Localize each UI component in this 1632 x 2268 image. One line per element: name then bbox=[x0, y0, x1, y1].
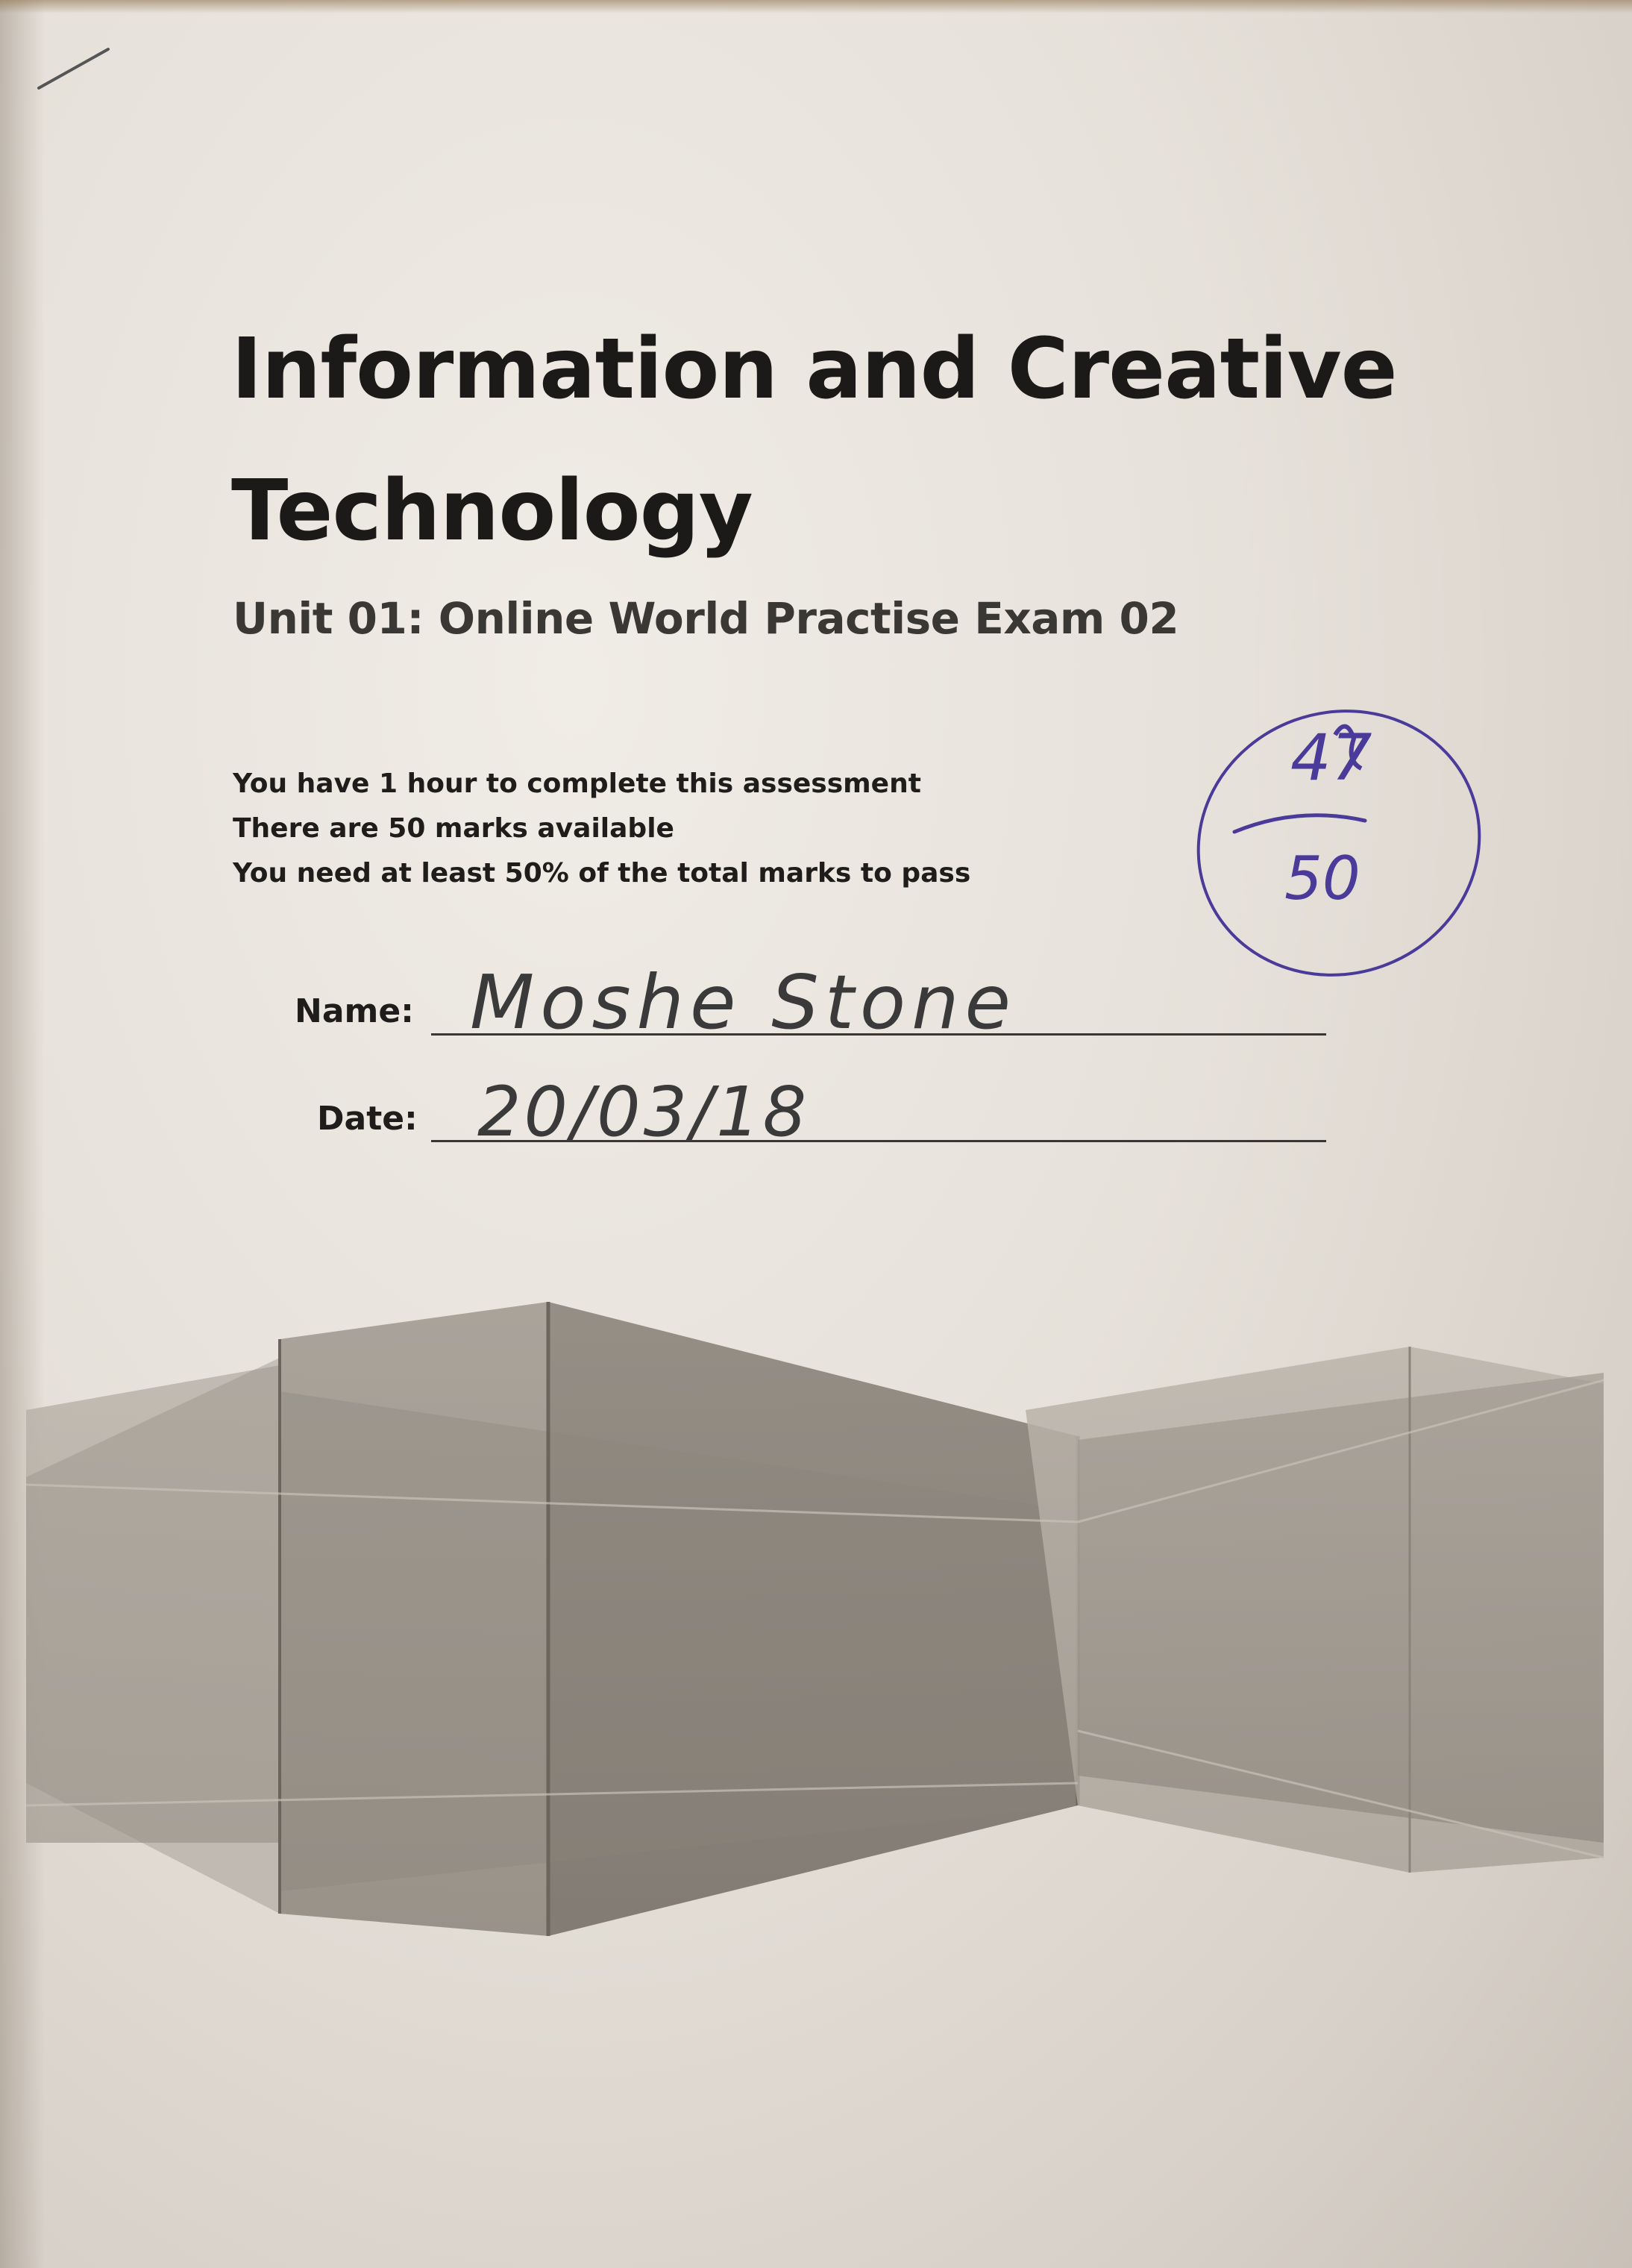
title-line-2: Technology bbox=[231, 463, 753, 560]
instruction-marks: There are 50 marks available bbox=[233, 813, 674, 844]
corner-pen-tick bbox=[39, 49, 108, 88]
name-handwritten: Moshe Stone bbox=[470, 959, 1017, 1046]
grade-total: 50 bbox=[1284, 844, 1360, 913]
unit-subtitle: Unit 01: Online World Practise Exam 02 bbox=[233, 593, 1179, 644]
date-label: Date: bbox=[317, 1100, 418, 1138]
title-line-1: Information and Creative bbox=[231, 321, 1397, 418]
grade-mark bbox=[1161, 672, 1517, 1015]
date-handwritten: 20/03/18 bbox=[477, 1072, 810, 1152]
grade-score: 47 bbox=[1290, 721, 1372, 795]
grade-fraction-line bbox=[1234, 815, 1365, 832]
name-label: Name: bbox=[295, 992, 414, 1030]
instruction-time: You have 1 hour to complete this assessment bbox=[233, 768, 921, 799]
instruction-pass-mark: You need at least 50% of the total marks to pass bbox=[233, 858, 971, 889]
